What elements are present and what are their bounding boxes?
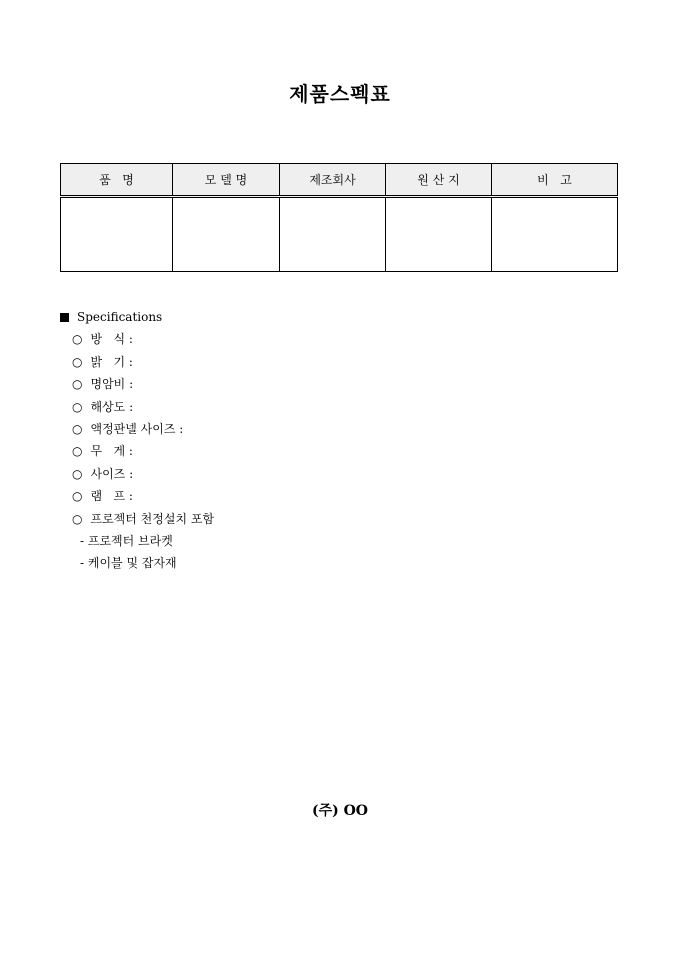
circle-bullet-icon: ○ [72,466,83,481]
circle-bullet-icon: ○ [72,511,83,526]
document-title: 제품스펙표 [289,82,391,106]
circle-bullet-icon: ○ [72,489,83,504]
circle-bullet-icon: ○ [72,422,83,437]
cell-product-name [61,197,173,272]
spec-item-brightness [60,351,214,373]
spec-item-size [60,463,214,485]
cell-model-name [173,197,280,272]
spec-item-label: 밝 기 : [90,354,133,369]
circle-bullet-icon: ○ [72,444,83,459]
table-row [61,197,618,272]
specifications-heading: Specifications [77,310,163,324]
spec-item-label: 명암비 : [90,377,134,392]
spec-item-contrast [60,373,214,395]
spec-item-panel-size [60,418,214,440]
spec-item-label: 방 식 : [90,332,133,347]
spec-item-label: 사이즈 : [90,466,134,481]
specifications-section [60,306,214,575]
circle-bullet-icon: ○ [72,399,83,414]
spec-item-resolution [60,396,214,418]
spec-item-label: 액정판넬 사이즈 : [90,422,184,437]
spec-item-ceiling-install [60,508,214,530]
circle-bullet-icon: ○ [72,354,83,369]
spec-item-label: 무 게 : [90,444,133,459]
spec-sub-item-cables: - 케이블 및 잡자재 [80,556,177,571]
header-product-name: 품 명 [61,164,173,197]
spec-table [60,163,618,272]
header-model-name: 모 델 명 [173,164,280,197]
spec-item-label: 램 프 : [90,489,133,504]
company-footer: (주) OO [311,803,369,819]
square-bullet-icon [60,313,69,322]
spec-sub-item-bracket: - 프로젝터 브라켓 [80,534,173,549]
header-manufacturer: 제조회사 [280,164,386,197]
circle-bullet-icon: ○ [72,332,83,347]
spec-item-weight [60,440,214,462]
specifications-heading-row [60,306,214,328]
spec-item-label: 해상도 : [90,399,134,414]
header-remarks: 비 고 [492,164,618,197]
cell-origin [386,197,492,272]
circle-bullet-icon: ○ [72,377,83,392]
spec-item-lamp [60,485,214,507]
spec-item-method [60,328,214,350]
header-origin: 원 산 지 [386,164,492,197]
spec-item-label: 프로젝터 천정설치 포함 [90,511,215,526]
cell-remarks [492,197,618,272]
table-header-row [61,164,618,197]
cell-manufacturer [280,197,386,272]
